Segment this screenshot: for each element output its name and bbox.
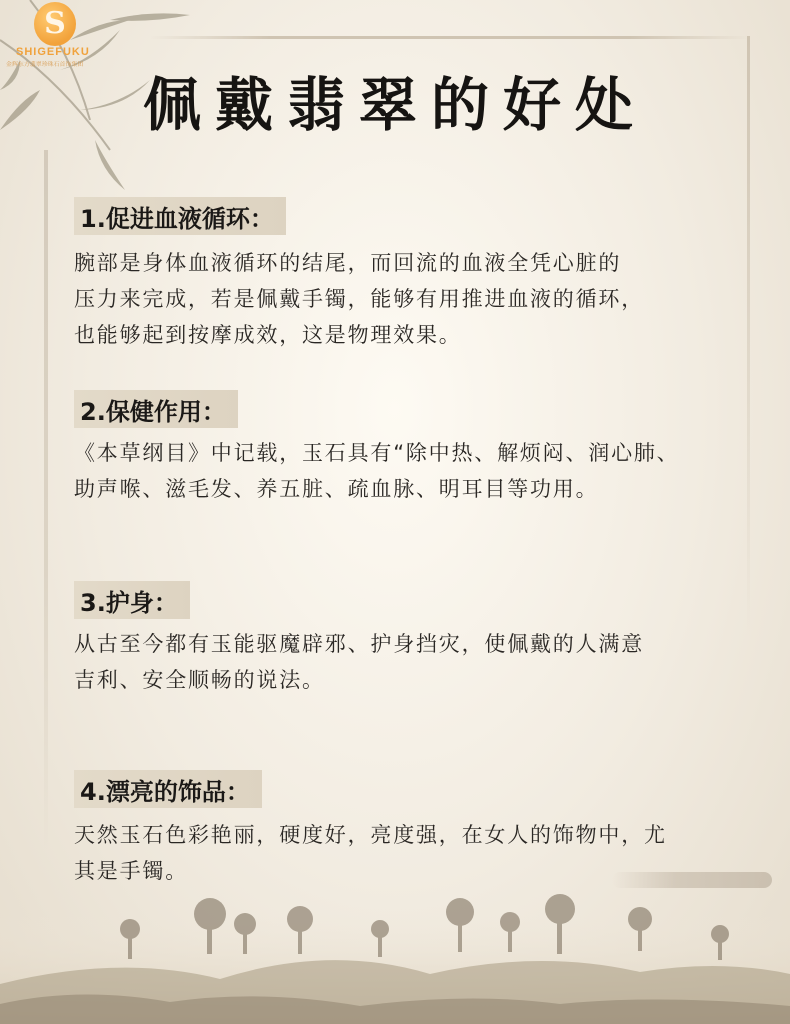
paragraph-line: 《本草纲目》中记载，玉石具有“除中热、解烦闷、润心肺、 <box>74 441 680 465</box>
frame-left-border <box>44 150 48 850</box>
section-heading-1: 1.促进血液循环： <box>74 197 286 235</box>
paragraph-line: 天然玉石色彩艳丽，硬度好，亮度强，在女人的饰物中，尤 <box>74 823 667 847</box>
section-paragraph-3 <box>74 626 724 698</box>
paragraph-line: 其是手镯。 <box>74 859 188 883</box>
logo-name: SHIGEFUKU <box>16 46 90 58</box>
paragraph-line: 腕部是身体血液循环的结尾，而回流的血液全凭心脏的 <box>74 251 622 275</box>
logo-tagline: 金辉东方翡翠珍珠石首饰集团 <box>6 60 84 68</box>
page-title: 佩戴翡翠的好处 <box>142 71 647 139</box>
paragraph-line: 助声喉、滋毛发、养五脏、疏血脉、明耳目等功用。 <box>74 477 599 501</box>
section-heading-2: 2.保健作用： <box>74 390 238 428</box>
paragraph-line: 吉利、安全顺畅的说法。 <box>74 668 325 692</box>
section-heading-3: 3.护身： <box>74 581 190 619</box>
section-paragraph-2 <box>74 435 724 507</box>
paragraph-line: 从古至今都有玉能驱魔辟邪、护身挡灾，使佩戴的人满意 <box>74 632 644 656</box>
paragraph-line: 也能够起到按摩成效，这是物理效果。 <box>74 323 462 347</box>
landscape-decoration-icon <box>0 874 790 1024</box>
paragraph-line: 压力来完成，若是佩戴手镯，能够有用推进血液的循环， <box>74 287 644 311</box>
logo-mark-icon <box>34 2 76 46</box>
frame-top-border <box>150 36 750 39</box>
section-paragraph-1 <box>74 245 724 353</box>
section-heading-4: 4.漂亮的饰品： <box>74 770 262 808</box>
